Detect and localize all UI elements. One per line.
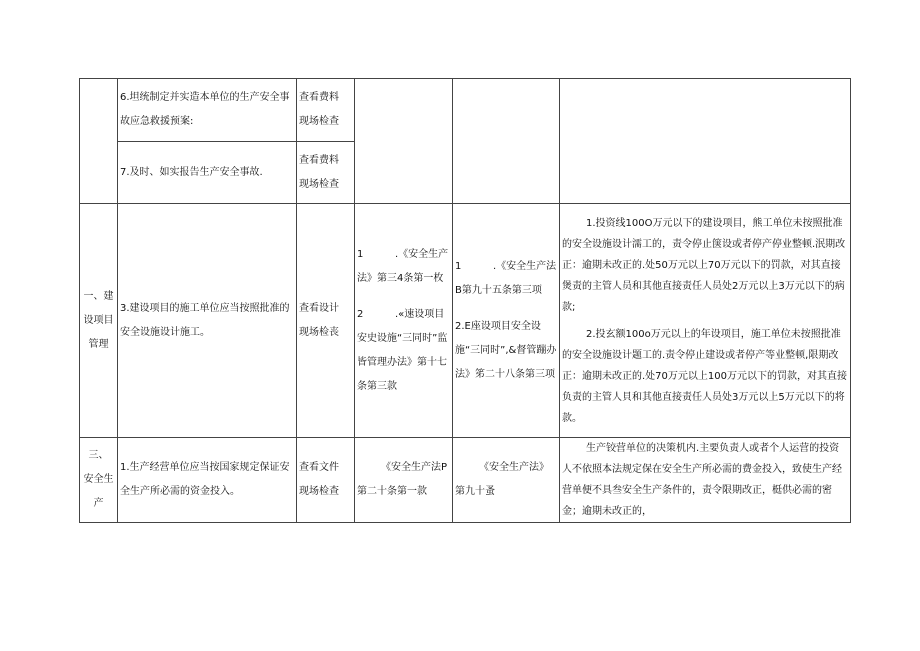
table-row xyxy=(80,79,851,142)
item-content-cell: 7.及时、如实报告生产安全事故. xyxy=(118,142,297,204)
category-line: 安全生 xyxy=(83,474,114,485)
method-label: 查看设计 xyxy=(299,302,339,314)
basis-text: .«速设项目安史设施“三同时”监皆管理办法》第十七条第三款 xyxy=(357,308,448,392)
method-cell xyxy=(297,142,355,204)
item-content-cell: 3.建设项目的施工单位应当按照批准的安全设施设计施工。 xyxy=(118,204,297,438)
basis-entry xyxy=(357,243,450,291)
method-cell xyxy=(297,438,355,523)
method-cell xyxy=(297,204,355,438)
penalty-paragraph: 生产铰营单位的决策机内.主要负责人或者个人运营的投资人不依照本法规定保在安全生产所必需的费金投入，致使生产经营单便不具叁安全生产条件的，责令限期改正，梃供必需的密金；逾期未改正的， xyxy=(562,443,842,517)
penalty-cell xyxy=(560,79,851,204)
table-row xyxy=(80,438,851,523)
penalty-basis-cell xyxy=(453,204,560,438)
basis-text: 《安全生产法P第二十条第一款 xyxy=(357,462,448,497)
penalty-basis-cell xyxy=(453,79,560,204)
penalty-basis-text: 《安全生产法》第九十蚤 xyxy=(455,462,549,497)
method-label: 现场检丧 xyxy=(299,326,339,338)
method-cell xyxy=(297,79,355,142)
method-label: 现场检查 xyxy=(299,178,339,190)
category-cell xyxy=(80,438,118,523)
inspection-table xyxy=(79,78,851,523)
penalty-basis-entry xyxy=(455,255,557,303)
penalty-paragraph: 1.投资线100O万元以下的建设项目，熊工单位未按照批准的安全设施设计濡工的，责令停止箧设或者停产停业整顿.泯期改正：逾期未改正的.处50万元以上70万元以下的罚款，对其直接煲责的主管人员和其他直接责任人员处2万元以上3万元以下的病款; xyxy=(562,217,846,313)
penalty-basis-number: 2.E xyxy=(455,320,471,332)
penalty-basis-text: .《安全生产法B第九十五条第三项 xyxy=(455,260,557,296)
basis-text: .《安全生产法》第三4条第一枚 xyxy=(357,248,449,284)
basis-entry xyxy=(357,303,450,399)
basis-number: 2 xyxy=(357,308,364,320)
category-line: 设项目 xyxy=(83,314,114,326)
item-content-cell: 1.生产经营单位应当按国家规定保证安全生产所必需的资金投入。 xyxy=(118,438,297,523)
penalty-basis-number: 1 xyxy=(455,260,462,272)
table-row xyxy=(80,204,851,438)
penalty-basis-entry xyxy=(455,315,557,387)
category-line: 管理 xyxy=(88,338,109,350)
method-label: 现场检查 xyxy=(299,116,339,127)
category-line: 三、 xyxy=(88,450,109,461)
method-label: 查看费料 xyxy=(299,154,339,166)
penalty-cell xyxy=(560,438,851,523)
item-content-cell: 6.坦统制定并实造本单位的生产安全事故应急救援预案: xyxy=(118,79,297,142)
category-line: 产 xyxy=(93,498,104,509)
penalty-basis-cell xyxy=(453,438,560,523)
basis-cell xyxy=(355,204,453,438)
penalty-cell xyxy=(560,204,851,438)
method-label: 查看费料 xyxy=(299,92,339,103)
category-cell xyxy=(80,204,118,438)
penalty-basis-text: 座设项目安全设施“三同时”,&督管蹦办法》笫二十八条第三项 xyxy=(455,320,557,380)
method-label: 现场检查 xyxy=(299,486,339,497)
penalty-paragraph: 2.投玄额100o万元以上的年设项目，施工单位未按照批准的安全设施设计题工的.责令停止建设或者停产等业整顿,限期改正：逾期未改正的.处70万元以上100万元以下的罚款，对其直接负责的主管人貝和其他直接责任人员处3万元以上5万元以下的将款。 xyxy=(562,328,847,424)
basis-cell xyxy=(355,79,453,204)
category-cell xyxy=(80,79,118,204)
method-label: 查看文件 xyxy=(299,462,339,473)
basis-cell xyxy=(355,438,453,523)
basis-number: 1 xyxy=(357,248,364,260)
category-line: 一、建 xyxy=(83,290,114,302)
